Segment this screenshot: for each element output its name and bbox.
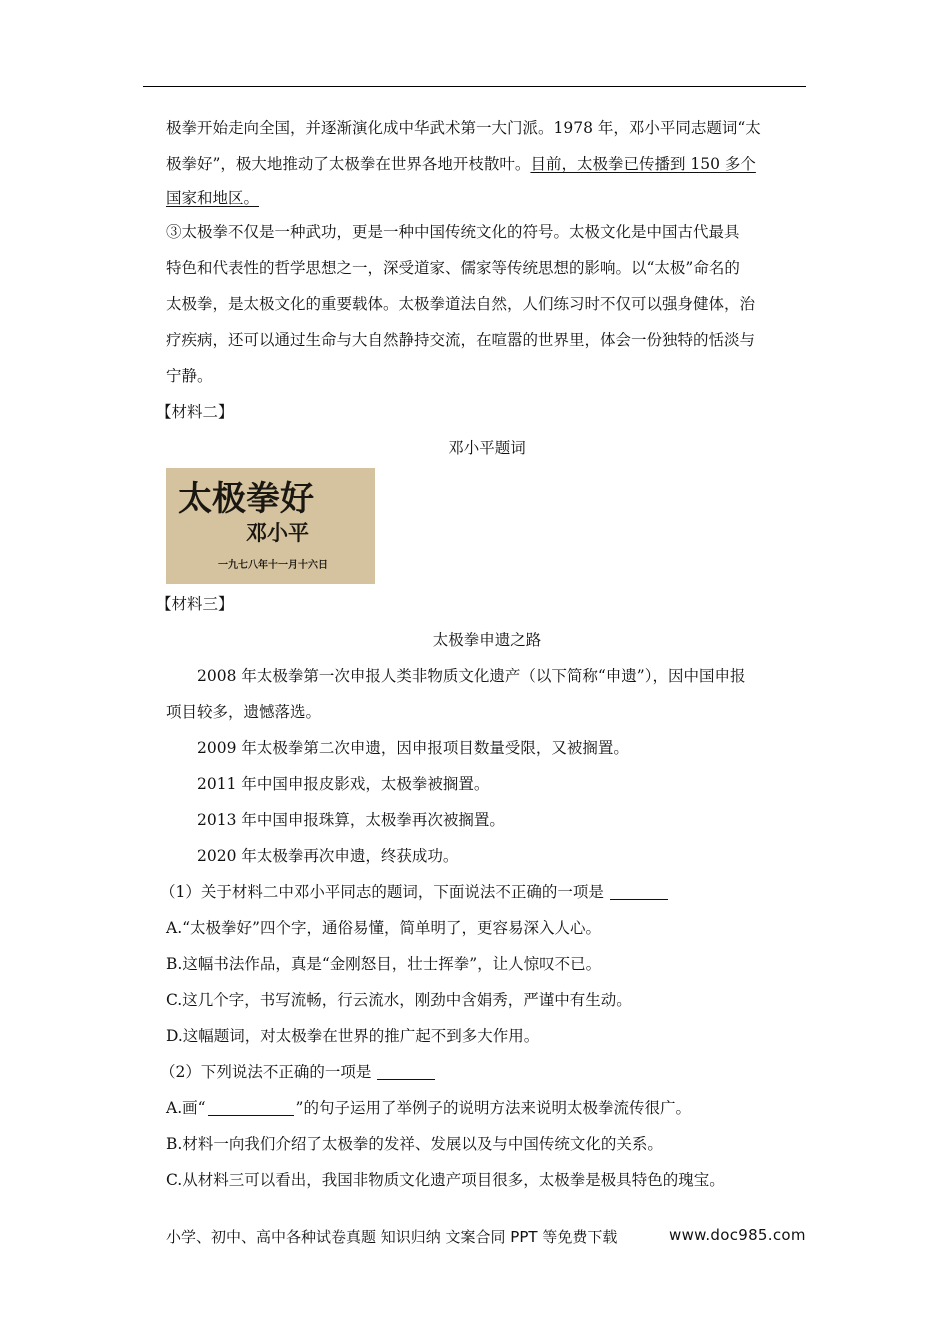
calligraphy-image [166, 468, 375, 584]
question-text: （1）关于材料二中邓小平同志的题词，下面说法不正确的一项是 [160, 883, 604, 901]
material-three-label [156, 586, 808, 622]
calligraphy-container [166, 466, 808, 586]
calligraphy-signature: 邓小平 [246, 520, 309, 545]
option-c: C.从材料三可以看出，我国非物质文化遗产项目很多，太极拳是极具特色的瑰宝。 [166, 1171, 725, 1189]
material-two-title: 邓小平题词 [448, 439, 526, 457]
paragraph-line: 极拳开始走向全国，并逐渐演化成中华武术第一大门派。1978 年，邓小平同志题词“太 [166, 119, 761, 137]
question-text: （2）下列说法不正确的一项是 [160, 1063, 372, 1081]
footer-text: 小学、初中、高中各种试卷真题 知识归纳 文案合同 PPT 等免费下载 [166, 1228, 618, 1246]
material-two-label [156, 394, 808, 430]
option-c: C.这几个字，书写流畅，行云流水，刚劲中含娟秀，严谨中有生动。 [166, 991, 632, 1009]
paragraph-line [166, 146, 808, 182]
event-line: 2011 年中国申报皮影戏，太极拳被搁置。 [197, 775, 490, 793]
header-rule [143, 86, 806, 87]
option-a: A.“太极拳好”四个字，通俗易懂，简单明了，更容易深入人心。 [166, 919, 601, 937]
paragraph-line: 特色和代表性的哲学思想之一，深受道家、儒家等传统思想的影响。以“太极”命名的 [166, 259, 740, 277]
calligraphy-date: 一九七八年十一月十六日 [218, 560, 328, 571]
section-label: 【材料二】 [156, 403, 234, 421]
footer-site-link[interactable]: www.doc985.com [669, 1226, 806, 1244]
question-2-stem [160, 1054, 808, 1090]
underlined-sentence: 目前，太极拳已传播到 150 多个 [530, 155, 756, 173]
underlined-sentence: 国家和地区。 [166, 189, 260, 207]
question-1-stem [160, 874, 808, 910]
document-body [156, 110, 808, 1198]
paragraph-line: ③太极拳不仅是一种武功，更是一种中国传统文化的符号。太极文化是中国古代最具 [166, 223, 740, 241]
option-b: B.材料一向我们介绍了太极拳的发祥、发展以及与中国传统文化的关系。 [166, 1135, 663, 1153]
calligraphy-main-text: 太极拳好 [178, 479, 314, 519]
option-b: B.这幅书法作品，真是“金刚怒目，壮士挥拳”，让人惊叹不已。 [166, 955, 602, 973]
option-text: A.画“ [166, 1099, 206, 1117]
option-text: ”的句子运用了举例子的说明方法来说明太极拳流传很广。 [295, 1099, 691, 1117]
paragraph-line: 太极拳，是太极文化的重要载体。太极拳道法自然，人们练习时不仅可以强身健体，治 [166, 295, 756, 313]
paragraph-line: 疗疾病，还可以通过生命与大自然静持交流，在喧嚣的世界里，体会一份独特的恬淡与 [166, 331, 756, 349]
text-span: 极拳好”，极大地推动了太极拳在世界各地开枝散叶。 [166, 155, 531, 173]
answer-blank[interactable] [377, 1065, 435, 1080]
option-d: D.这幅题词，对太极拳在世界的推广起不到多大作用。 [166, 1027, 540, 1045]
event-line: 2009 年太极拳第二次申遗，因申报项目数量受限，又被搁置。 [197, 739, 629, 757]
material-three-title: 太极拳申遗之路 [432, 631, 542, 649]
section-label: 【材料三】 [156, 595, 234, 613]
paragraph-line: 项目较多，遗憾落选。 [166, 703, 322, 721]
page-footer [166, 1226, 806, 1247]
underline-blank [208, 1101, 294, 1116]
option-a [166, 1090, 808, 1126]
event-line: 2013 年中国申报珠算，太极拳再次被搁置。 [197, 811, 505, 829]
paragraph-line [166, 182, 808, 214]
paragraph-line: 2008 年太极拳第一次申报人类非物质文化遗产（以下简称“申遗”），因中国申报 [197, 667, 746, 685]
paragraph-line: 宁静。 [166, 367, 213, 385]
answer-blank[interactable] [610, 885, 668, 900]
event-line: 2020 年太极拳再次申遗，终获成功。 [197, 847, 459, 865]
